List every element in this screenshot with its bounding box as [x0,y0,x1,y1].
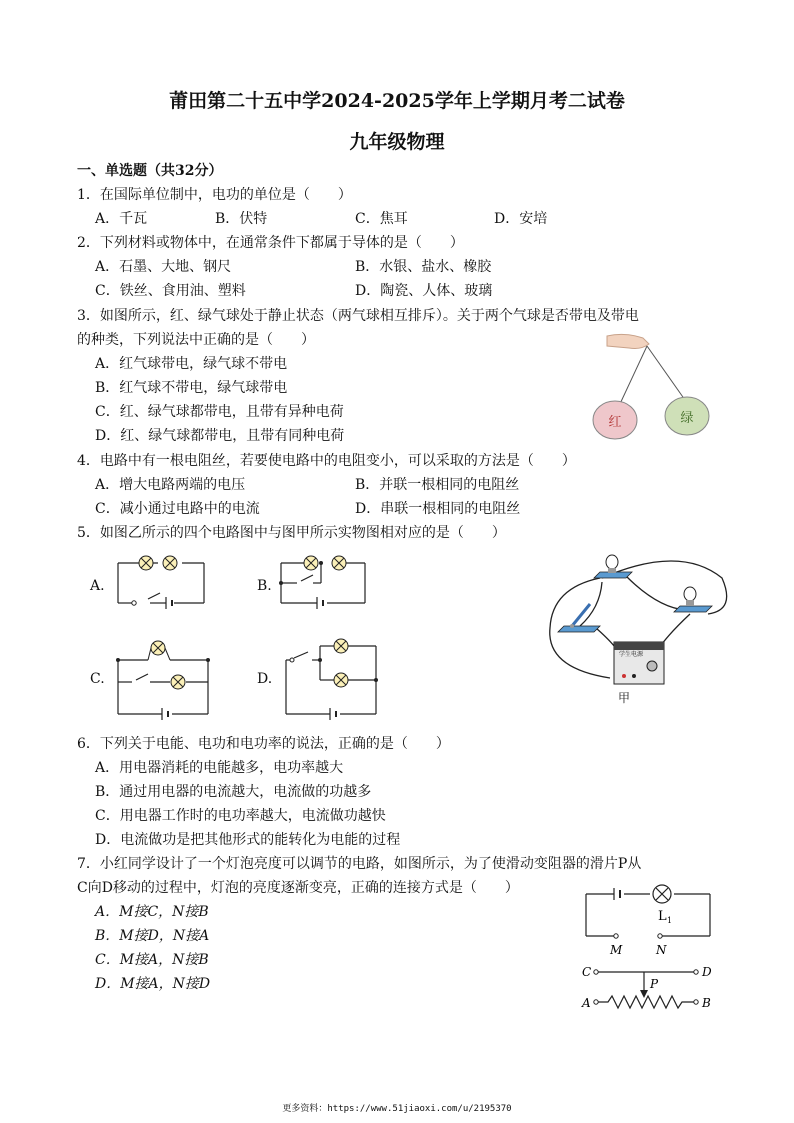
q4-stem: 4．电路中有一根电阻丝，若要使电路中的电阻变小，可以采取的方法是（ ） [77,453,576,469]
power-supply-label: 学生电源 [619,651,644,658]
q1-option-c: C．焦耳 [355,211,408,227]
balloons-figure [585,330,715,442]
physical-circuit-figure [540,548,740,708]
lamp-icon [163,556,177,570]
q5-option-d: D. [257,671,273,687]
figure-caption-jia: 甲 [618,691,631,705]
lamp-label: L [658,909,667,924]
power-supply [614,642,664,684]
q4-option-c: C．减小通过电路中的电流 [95,501,260,517]
q3-option-d: D．红、绿气球都带电，且带有同种电荷 [95,428,345,444]
q6-option-a: A．用电器消耗的电能越多，电功率越大 [95,760,344,776]
q2-option-a: A．石墨、大地、钢尺 [95,259,232,275]
circuit-b [273,553,373,611]
lamp-icon [148,641,170,660]
lamp-icon [334,639,348,653]
lamp-label-sub: 1 [667,916,673,925]
lamp-holder-2 [674,587,712,612]
q3-stem-line2: 的种类，下列说法中正确的是（ ） [77,332,315,348]
terminal-a: A [582,996,591,1010]
red-balloon-label: 红 [608,415,622,430]
q1-option-d: D．安培 [494,211,548,227]
q2-option-b: B．水银、盐水、橡胶 [355,259,492,275]
q5-option-a: A. [90,578,105,594]
q2-option-d: D．陶瓷、人体、玻璃 [355,283,493,299]
section-heading: 一、单选题（共32分） [77,163,223,179]
circuit-a [110,553,210,611]
q7-option-b: B．M接D，N接A [95,928,210,944]
q4-option-b: B．并联一根相同的电阻丝 [355,477,520,493]
q6-stem: 6．下列关于电能、电功和电功率的说法，正确的是（ ） [77,736,450,752]
terminal-m: M [610,943,623,957]
lamp-icon [139,556,153,570]
q6-option-b: B．通过用电器的电流越大，电流做的功越多 [95,784,372,800]
q7-stem-line2: C向D移动的过程中，灯泡的亮度逐渐变亮，正确的连接方式是（ ） [77,880,519,896]
q4-option-a: A．增大电路两端的电压 [95,477,246,493]
q1-option-b: B．伏特 [215,211,268,227]
rheostat-circuit-figure [578,880,720,1020]
slider-p: P [650,977,659,991]
q1-option-a: A．千瓦 [95,211,148,227]
q2-stem: 2．下列材料或物体中，在通常条件下都属于导体的是（ ） [77,235,464,251]
lamp-holder-1 [594,555,632,578]
q7-option-d: D．M接A，N接D [95,976,211,992]
q2-option-c: C．铁丝、食用油、塑料 [95,283,246,299]
lamp-icon [304,556,318,570]
terminal-b: B [702,996,711,1010]
q6-option-d: D．电流做功是把其他形式的能转化为电能的过程 [95,832,401,848]
q7-stem-line1: 7．小红同学设计了一个灯泡亮度可以调节的电路，如图所示，为了使滑动变阻器的滑片P从 [77,856,642,872]
q7-option-c: C．M接A，N接B [95,952,209,968]
circuit-c [110,632,215,724]
hand-icon [607,334,649,348]
q3-option-a: A．红气球带电，绿气球不带电 [95,356,288,372]
lamp-icon [332,556,346,570]
terminal-c: C [582,965,592,979]
q3-stem-line1: 3．如图所示，红、绿气球处于静止状态（两气球相互排斥）。关于两个气球是否带电及带电 [77,308,639,324]
q5-stem: 5．如图乙所示的四个电路图中与图甲所示实物图相对应的是（ ） [77,525,506,541]
q7-option-a: A．M接C，N接B [95,904,209,920]
q3-option-b: B．红气球不带电，绿气球带电 [95,380,288,396]
q5-option-c: C. [90,671,105,687]
lamp-icon [171,675,185,689]
q6-option-c: C．用电器工作时的电功率越大，电流做功越快 [95,808,386,824]
lamp-icon [334,673,348,687]
terminal-d: D [702,965,712,979]
footer-link[interactable]: 更多资料：https://www.51jiaoxi.com/u/2195370 [282,1104,512,1114]
exam-title: 莆田第二十五中学2024-2025学年上学期月考二试卷 [169,90,625,112]
terminal-n: N [656,943,667,957]
circuit-d [278,632,383,724]
q3-option-c: C．红、绿气球都带电，且带有异种电荷 [95,404,344,420]
q5-option-b: B. [257,578,272,594]
q4-option-d: D．串联一根相同的电阻丝 [355,501,521,517]
exam-subtitle: 九年级物理 [349,131,445,153]
q1-stem: 1．在国际单位制中，电功的单位是（ ） [77,187,352,203]
green-balloon-label: 绿 [680,411,694,426]
lamp-icon [653,885,671,903]
